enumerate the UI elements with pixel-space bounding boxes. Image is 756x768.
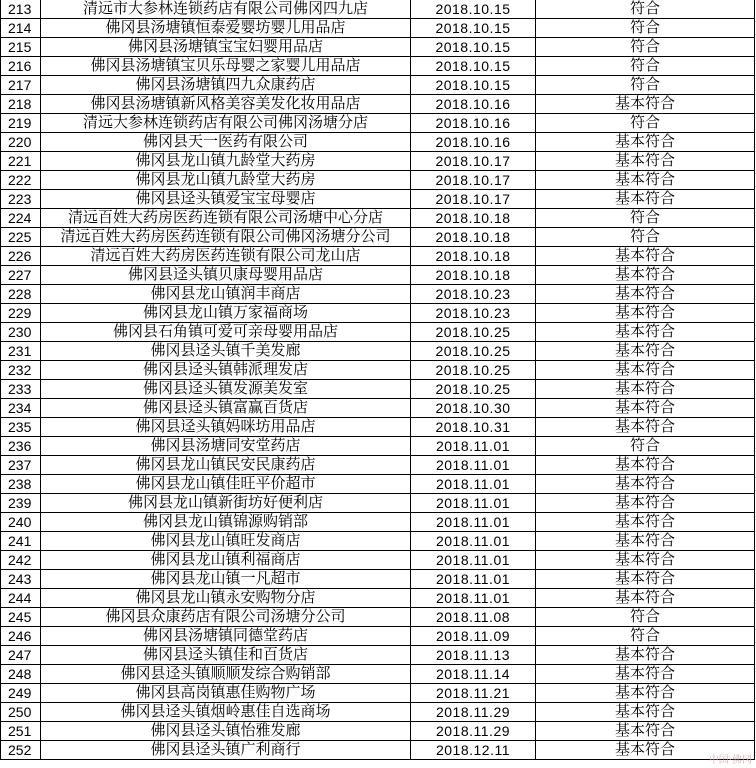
table-row — [1, 646, 755, 665]
row-number-cell: 242 — [1, 551, 41, 570]
result-cell: 符合 — [536, 0, 755, 19]
store-name-cell: 佛冈县迳头镇妈咪坊用品店 — [41, 418, 411, 437]
inspection-date-cell: 2018.11.01 — [411, 494, 536, 513]
result-cell: 基本符合 — [536, 285, 755, 304]
store-name-cell: 佛冈县汤塘镇同德堂药店 — [41, 627, 411, 646]
store-name-cell: 清远市大参林连锁药店有限公司佛冈四九店 — [41, 0, 411, 19]
store-name-cell: 佛冈县石角镇可爱可亲母婴用品店 — [41, 323, 411, 342]
row-number-cell: 244 — [1, 589, 41, 608]
store-name-cell: 佛冈县迳头镇发源美发室 — [41, 380, 411, 399]
store-name-cell: 佛冈县汤塘同安堂药店 — [41, 437, 411, 456]
inspection-date-cell: 2018.11.29 — [411, 703, 536, 722]
result-cell: 基本符合 — [536, 494, 755, 513]
table-row — [1, 228, 755, 247]
result-cell: 符合 — [536, 57, 755, 76]
row-number-cell: 221 — [1, 152, 41, 171]
table-row — [1, 589, 755, 608]
inspection-date-cell: 2018.11.08 — [411, 608, 536, 627]
store-name-cell: 清远百姓大药房医药连锁有限公司龙山店 — [41, 247, 411, 266]
row-number-cell: 226 — [1, 247, 41, 266]
table-row — [1, 76, 755, 95]
inspection-date-cell: 2018.11.01 — [411, 589, 536, 608]
table-row — [1, 266, 755, 285]
table-row — [1, 532, 755, 551]
table-row — [1, 57, 755, 76]
inspection-date-cell: 2018.11.01 — [411, 570, 536, 589]
inspection-date-cell: 2018.10.25 — [411, 380, 536, 399]
result-cell: 基本符合 — [536, 418, 755, 437]
inspection-date-cell: 2018.10.18 — [411, 266, 536, 285]
result-cell: 符合 — [536, 38, 755, 57]
store-name-cell: 佛冈县龙山镇一凡超市 — [41, 570, 411, 589]
result-cell: 基本符合 — [536, 266, 755, 285]
inspection-date-cell: 2018.11.29 — [411, 722, 536, 741]
store-name-cell: 佛冈县迳头镇韩派理发店 — [41, 361, 411, 380]
table-row — [1, 456, 755, 475]
table-row — [1, 19, 755, 38]
inspection-date-cell: 2018.10.30 — [411, 399, 536, 418]
table-row — [1, 722, 755, 741]
store-name-cell: 佛冈县迳头镇顺顺发综合购销部 — [41, 665, 411, 684]
row-number-cell: 243 — [1, 570, 41, 589]
inspection-date-cell: 2018.10.31 — [411, 418, 536, 437]
result-cell: 基本符合 — [536, 703, 755, 722]
row-number-cell: 232 — [1, 361, 41, 380]
result-cell: 基本符合 — [536, 323, 755, 342]
store-name-cell: 佛冈县龙山镇万家福商场 — [41, 304, 411, 323]
result-cell: 基本符合 — [536, 456, 755, 475]
result-cell: 基本符合 — [536, 684, 755, 703]
inspection-date-cell: 2018.11.09 — [411, 627, 536, 646]
inspection-date-cell: 2018.10.15 — [411, 76, 536, 95]
store-name-cell: 佛冈县迳头镇广利商行 — [41, 741, 411, 760]
table-row — [1, 0, 755, 19]
table-row — [1, 570, 755, 589]
store-name-cell: 佛冈县迳头镇千美发廊 — [41, 342, 411, 361]
store-name-cell: 佛冈县汤塘镇新风格美容美发化妆用品店 — [41, 95, 411, 114]
result-cell: 基本符合 — [536, 380, 755, 399]
table-row — [1, 133, 755, 152]
inspection-date-cell: 2018.11.13 — [411, 646, 536, 665]
inspection-date-cell: 2018.11.01 — [411, 532, 536, 551]
store-name-cell: 佛冈县高岗镇惠佳购物广场 — [41, 684, 411, 703]
table-row — [1, 437, 755, 456]
inspection-date-cell: 2018.10.15 — [411, 19, 536, 38]
store-name-cell: 佛冈县龙山镇润丰商店 — [41, 285, 411, 304]
table-row — [1, 380, 755, 399]
inspection-date-cell: 2018.10.15 — [411, 57, 536, 76]
store-name-cell: 佛冈县迳头镇佳和百货店 — [41, 646, 411, 665]
row-number-cell: 236 — [1, 437, 41, 456]
result-cell: 基本符合 — [536, 513, 755, 532]
result-cell: 基本符合 — [536, 589, 755, 608]
inspection-date-cell: 2018.11.01 — [411, 456, 536, 475]
table-row — [1, 551, 755, 570]
table-row — [1, 190, 755, 209]
store-name-cell: 佛冈县众康药店有限公司汤塘分公司 — [41, 608, 411, 627]
row-number-cell: 250 — [1, 703, 41, 722]
table-row — [1, 494, 755, 513]
row-number-cell: 239 — [1, 494, 41, 513]
inspection-date-cell: 2018.10.23 — [411, 285, 536, 304]
row-number-cell: 246 — [1, 627, 41, 646]
store-name-cell: 清远百姓大药房医药连锁有限公司佛冈汤塘分公司 — [41, 228, 411, 247]
table-row — [1, 285, 755, 304]
store-name-cell: 清远大参林连锁药店有限公司佛冈汤塘分店 — [41, 114, 411, 133]
row-number-cell: 214 — [1, 19, 41, 38]
row-number-cell: 248 — [1, 665, 41, 684]
inspection-date-cell: 2018.10.16 — [411, 114, 536, 133]
inspection-date-cell: 2018.10.18 — [411, 209, 536, 228]
inspection-date-cell: 2018.10.23 — [411, 304, 536, 323]
inspection-date-cell: 2018.11.21 — [411, 684, 536, 703]
result-cell: 基本符合 — [536, 399, 755, 418]
row-number-cell: 247 — [1, 646, 41, 665]
inspection-date-cell: 2018.11.01 — [411, 513, 536, 532]
store-name-cell: 佛冈县汤塘镇恒泰爱婴坊婴儿用品店 — [41, 19, 411, 38]
row-number-cell: 216 — [1, 57, 41, 76]
store-name-cell: 佛冈县龙山镇九龄堂大药房 — [41, 152, 411, 171]
table-row — [1, 684, 755, 703]
result-cell: 基本符合 — [536, 665, 755, 684]
table-row — [1, 95, 755, 114]
row-number-cell: 220 — [1, 133, 41, 152]
inspection-date-cell: 2018.11.01 — [411, 437, 536, 456]
result-cell: 基本符合 — [536, 532, 755, 551]
table-row — [1, 665, 755, 684]
table-row — [1, 209, 755, 228]
table-row — [1, 399, 755, 418]
row-number-cell: 252 — [1, 741, 41, 760]
store-name-cell: 佛冈县龙山镇永安购物分店 — [41, 589, 411, 608]
inspection-date-cell: 2018.10.25 — [411, 323, 536, 342]
store-name-cell: 佛冈县龙山镇锦源购销部 — [41, 513, 411, 532]
row-number-cell: 227 — [1, 266, 41, 285]
result-cell: 基本符合 — [536, 190, 755, 209]
result-cell: 符合 — [536, 228, 755, 247]
store-name-cell: 佛冈县汤塘镇宝贝乐母婴之家婴儿用品店 — [41, 57, 411, 76]
result-cell: 基本符合 — [536, 133, 755, 152]
result-cell: 符合 — [536, 19, 755, 38]
row-number-cell: 215 — [1, 38, 41, 57]
inspection-date-cell: 2018.11.14 — [411, 665, 536, 684]
store-name-cell: 佛冈县汤塘镇宝宝妇婴用品店 — [41, 38, 411, 57]
row-number-cell: 229 — [1, 304, 41, 323]
store-name-cell: 佛冈县龙山镇旺发商店 — [41, 532, 411, 551]
row-number-cell: 251 — [1, 722, 41, 741]
row-number-cell: 222 — [1, 171, 41, 190]
table-row — [1, 418, 755, 437]
result-cell: 基本符合 — [536, 95, 755, 114]
inspection-date-cell: 2018.10.18 — [411, 228, 536, 247]
store-name-cell: 佛冈县龙山镇九龄堂大药房 — [41, 171, 411, 190]
result-cell: 基本符合 — [536, 722, 755, 741]
result-cell: 符合 — [536, 608, 755, 627]
row-number-cell: 230 — [1, 323, 41, 342]
store-name-cell: 佛冈县龙山镇佳旺平价超市 — [41, 475, 411, 494]
result-cell: 基本符合 — [536, 361, 755, 380]
table-row — [1, 475, 755, 494]
store-name-cell: 佛冈县龙山镇新街坊好便利店 — [41, 494, 411, 513]
inspection-date-cell: 2018.12.11 — [411, 741, 536, 760]
result-cell: 基本符合 — [536, 646, 755, 665]
row-number-cell: 223 — [1, 190, 41, 209]
inspection-date-cell: 2018.10.25 — [411, 361, 536, 380]
result-cell: 基本符合 — [536, 171, 755, 190]
result-cell: 基本符合 — [536, 247, 755, 266]
inspection-date-cell: 2018.11.01 — [411, 475, 536, 494]
table-row — [1, 38, 755, 57]
result-cell: 符合 — [536, 76, 755, 95]
store-name-cell: 清远百姓大药房医药连锁有限公司汤塘中心分店 — [41, 209, 411, 228]
inspection-date-cell: 2018.10.15 — [411, 0, 536, 19]
inspection-date-cell: 2018.10.16 — [411, 133, 536, 152]
inspection-date-cell: 2018.10.17 — [411, 190, 536, 209]
row-number-cell: 213 — [1, 0, 41, 19]
row-number-cell: 225 — [1, 228, 41, 247]
result-cell: 符合 — [536, 437, 755, 456]
row-number-cell: 241 — [1, 532, 41, 551]
row-number-cell: 237 — [1, 456, 41, 475]
table-row — [1, 114, 755, 133]
result-cell: 基本符合 — [536, 475, 755, 494]
table-row — [1, 152, 755, 171]
result-cell: 符合 — [536, 627, 755, 646]
store-name-cell: 佛冈县迳头镇贝康母婴用品店 — [41, 266, 411, 285]
inspection-date-cell: 2018.10.16 — [411, 95, 536, 114]
table-row — [1, 304, 755, 323]
result-cell: 基本符合 — [536, 304, 755, 323]
table-row — [1, 247, 755, 266]
store-name-cell: 佛冈县迳头镇烟岭惠佳自选商场 — [41, 703, 411, 722]
table-row — [1, 342, 755, 361]
row-number-cell: 219 — [1, 114, 41, 133]
result-cell: 基本符合 — [536, 570, 755, 589]
result-cell: 符合 — [536, 114, 755, 133]
row-number-cell: 231 — [1, 342, 41, 361]
row-number-cell: 240 — [1, 513, 41, 532]
row-number-cell: 224 — [1, 209, 41, 228]
store-name-cell: 佛冈县龙山镇利福商店 — [41, 551, 411, 570]
row-number-cell: 238 — [1, 475, 41, 494]
row-number-cell: 245 — [1, 608, 41, 627]
result-cell: 基本符合 — [536, 741, 755, 760]
inspection-date-cell: 2018.10.17 — [411, 171, 536, 190]
inspection-date-cell: 2018.11.01 — [411, 551, 536, 570]
table-row — [1, 741, 755, 760]
table-row — [1, 171, 755, 190]
table-row — [1, 627, 755, 646]
store-name-cell: 佛冈县迳头镇富赢百货店 — [41, 399, 411, 418]
result-cell: 基本符合 — [536, 342, 755, 361]
row-number-cell: 249 — [1, 684, 41, 703]
result-cell: 基本符合 — [536, 551, 755, 570]
table-row — [1, 323, 755, 342]
table-row — [1, 703, 755, 722]
inspection-date-cell: 2018.10.17 — [411, 152, 536, 171]
store-name-cell: 佛冈县龙山镇民安民康药店 — [41, 456, 411, 475]
store-name-cell: 佛冈县迳头镇怡雅发廊 — [41, 722, 411, 741]
store-name-cell: 佛冈县汤塘镇四九众康药店 — [41, 76, 411, 95]
result-cell: 符合 — [536, 209, 755, 228]
row-number-cell: 217 — [1, 76, 41, 95]
row-number-cell: 233 — [1, 380, 41, 399]
inspection-date-cell: 2018.10.15 — [411, 38, 536, 57]
table-row — [1, 513, 755, 532]
table-row — [1, 608, 755, 627]
watermark-logo: 中国·佛冈 — [708, 755, 752, 766]
store-name-cell: 佛冈县天一医药有限公司 — [41, 133, 411, 152]
inspection-date-cell: 2018.10.25 — [411, 342, 536, 361]
row-number-cell: 235 — [1, 418, 41, 437]
table-row — [1, 361, 755, 380]
row-number-cell: 228 — [1, 285, 41, 304]
result-cell: 基本符合 — [536, 152, 755, 171]
inspection-date-cell: 2018.10.18 — [411, 247, 536, 266]
row-number-cell: 234 — [1, 399, 41, 418]
table-body — [1, 0, 755, 760]
row-number-cell: 218 — [1, 95, 41, 114]
store-name-cell: 佛冈县迳头镇爱宝宝母婴店 — [41, 190, 411, 209]
